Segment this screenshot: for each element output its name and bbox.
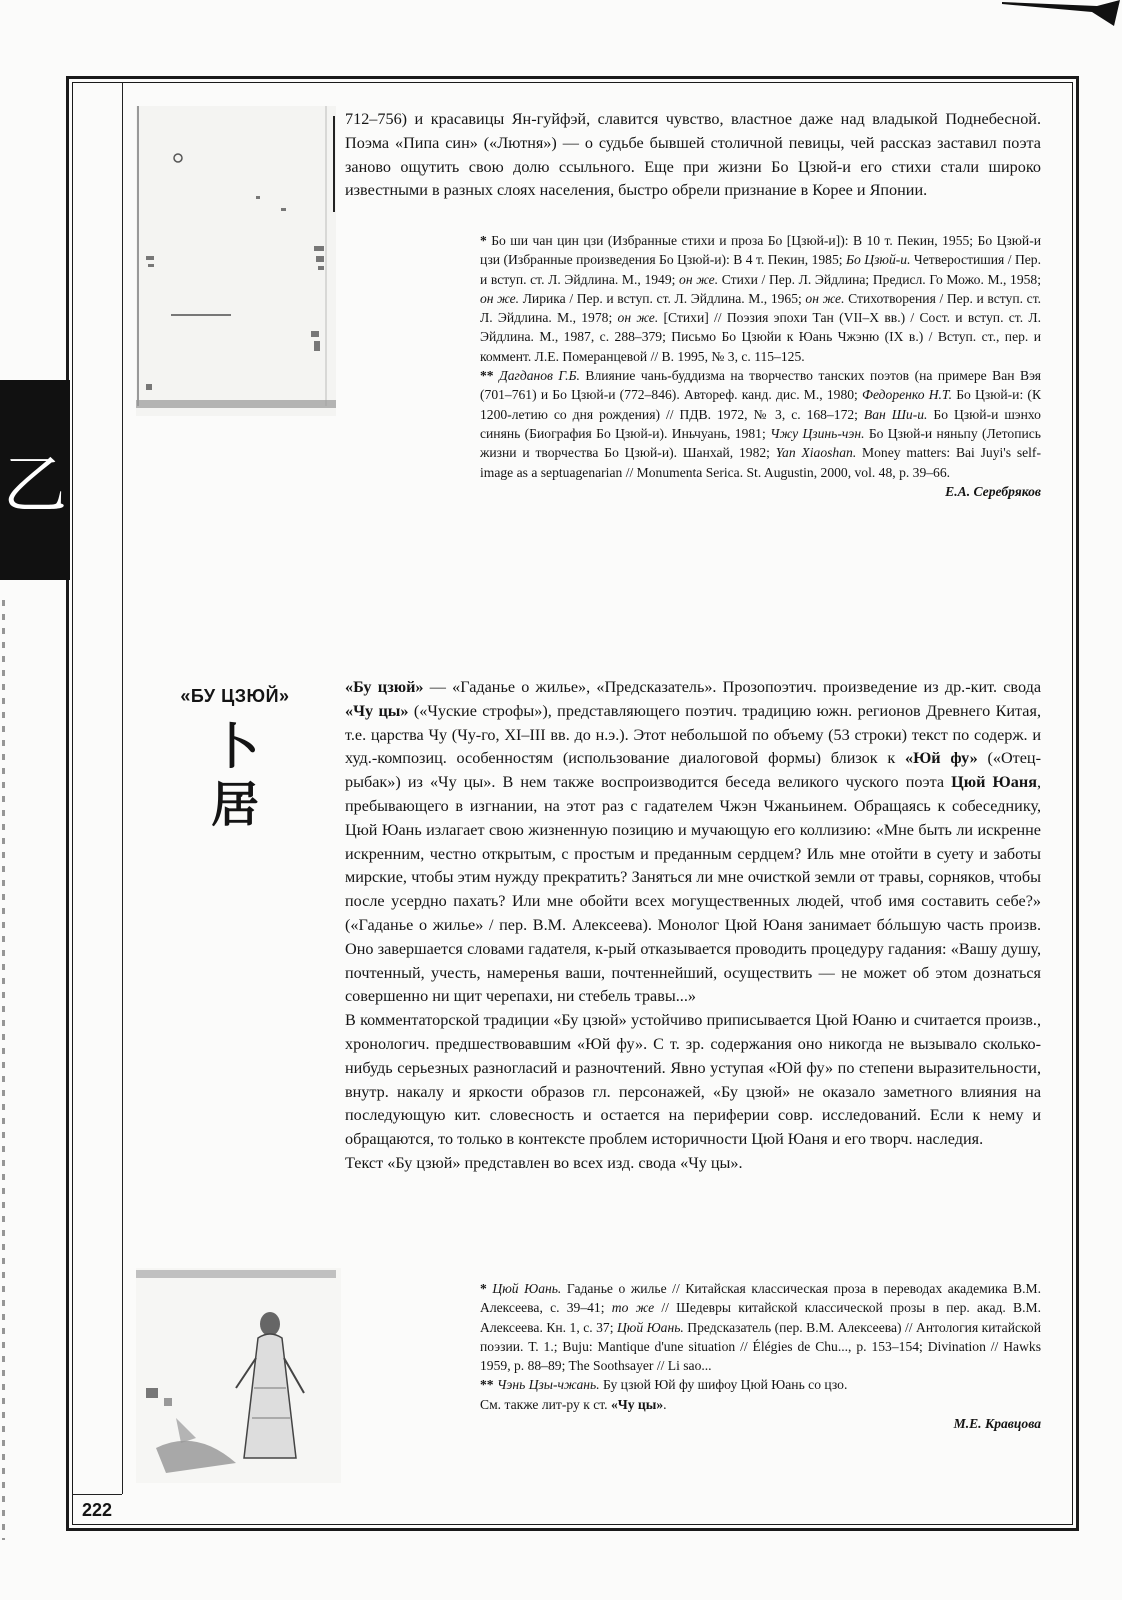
entry-secondary-sources: ** Чэнь Цзы-чжань. Бу цзюй Юй фу шифоу Цюй Юань со цзо.	[480, 1377, 848, 1393]
entry-hanzi	[190, 718, 280, 834]
section-tab-glyph: 乙	[3, 449, 67, 523]
entry-author: М.Е. Кравцова	[953, 1416, 1041, 1432]
scan-edge-artifact	[2, 600, 5, 1540]
page-corner-mark	[1002, 0, 1122, 28]
entry-paragraph-3: Текст «Бу цзюй» представлен во всех изд. свода «Чу цы».	[345, 1153, 743, 1172]
figure-illustration	[136, 1268, 341, 1483]
entry-paragraph-1: «Бу цзюй» — «Гаданье о жилье», «Предсказатель». Прозопоэтич. произведение из др.-кит. свода «Чу цы» («Чуские строфы»), представляющего поэтич. традицию южн. регионов Древнего Китая, т.е. царства Чу (Чу-го, XI–III вв. до н.э.). Этот небольшой по объему (53 строки) текст по содерж. и худ.-композиц. особенностям (использование диалоговой формы) близок к «Юй фу» («Отец-рыбак») из «Чу цы». В нем также воспроизводится беседа великого чуского поэта Цюй Юаня, пребывающего в изгнании, на этот раз с гадателем Чжэн Чжаньинем. Обращаясь к собеседнику, Цюй Юань излагает свою жизненную позицию и мучающую его коллизию: «Мне быть ли искренне искренним, честно открытым, с простым и преданным сердцем? Иль мне отойти в суету и заботы мирские, чтобы этим нужду прекратить? Заняться ли мне очисткой земли от травы, сорняков, чтобы после усердно пахать? Или мне обойти всех могущественных людей, чтоб имя составить себе?» («Гаданье о жилье» / пер. В.М. Алексеева). Монолог Цюй Юаня занимает бóльшую часть произв. Оно завершается словами гадателя, к-рый отказывается проводить процедуру гадания: «Вашу душу, почтенный, учесть, намеренья ваши, почтеннейший, осуществить — не может об этом дознаться совершенно ни щит черепахи, ни стебель травы...»	[345, 678, 1042, 1006]
top-secondary-sources: ** Дагданов Г.Б. Влияние чань-буддизма на творчество танских поэтов (на примере Ван Вэя (701–761) и Бо Цзюй-и (772–846). Автореф. канд. дис. М., 1980; Федоренко Н.Т. Бо Цзюй-и: (К 1200-летию со дня рождения) // ПДВ. 1972, № 3, с. 168–172; Ван Ши-и. Бо Цзюй-и шэнхо синянь (Биография Бо Цзюй-и). Иньчуань, 1981; Чжу Цзинь-чэн. Бо Цзюй-и няньпу (Летопись жизни и творчества Бо Цзюй-и). Шанхай, 1982; Yan Xiaoshan. Money matters: Bai Juyi's self-image as a septuagenarian // Monumenta Serica. St. Augustin, 2000, vol. 48, p. 39–66.	[480, 368, 1042, 480]
scroll-illustration	[136, 106, 336, 416]
entry-paragraph-2: В комментаторской традиции «Бу цзюй» устойчиво приписывается Цюй Юаню и считается произв., хронологич. предшествовавшим «Юй фу». С т. зр. содержания оно никогда не вызывало сколько-нибудь серьезных разногласий и разночтений. Явно уступая «Юй фу» по степени выразительности, внутр. накалу и яркости образов гл. персонажей, «Бу цзюй» не оказало заметного влияния на последующую кит. словесность и остается на периферии совр. исследований. Если к нему и обращаются, то только в контексте проблем историчности Цюй Юаня и его творч. наследия.	[345, 1011, 1041, 1149]
top-primary-sources: * Бо ши чан цин цзи (Избранные стихи и проза Бо [Цзюй-и]): В 10 т. Пекин, 1955; Бо Цзюй-и цзи (Избранные произведения Бо Цзюй-и): В 4 т. Пекин, 1985; Бо Цзюй-и. Четверостишия / Пер. и вступ. ст. Л. Эйдлина. М., 1949; он же. Стихи / Пер. Л. Эйдлина; Предисл. Го Можо. М., 1958; он же. Лирика / Пер. и вступ. ст. Л. Эйдлина. М., 1965; он же. Стихотворения / Пер. и вступ. ст. Л. Эйдлина. М., 1978; он же. [Стихи] // Поэзия эпохи Тан (VII–X вв.) / Сост. и вступ. ст. Л. Эйдлина. М., 1987, с. 288–379; Письмо Бо Цзюйи к Юань Чжэню (IX в.) / Вступ. ст., пер. и коммент. Л.Е. Померанцевой // В. 1995, № 3, с. 115–125.	[480, 233, 1042, 364]
margin-rule	[122, 82, 123, 1494]
entry-hanzi-1: 卜	[210, 719, 259, 775]
entry-body	[345, 676, 1041, 1176]
see-also-link[interactable]: «Чу цы»	[610, 1396, 664, 1412]
page-number: 222	[72, 1494, 122, 1525]
entry-title: «БУ ЦЗЮЙ»	[180, 686, 290, 706]
entry-see-also: См. также лит-ру к ст. «Чу цы».	[480, 1396, 667, 1412]
top-author: Е.А. Серебряков	[945, 483, 1041, 499]
entry-hanzi-2: 居	[210, 777, 259, 833]
entry-primary-sources: * Цюй Юань. Гаданье о жилье // Китайская классическая проза в переводах академика В.М. Алексеева, с. 39–41; то же // Шедевры китайской классической прозы в пер. акад. В.М. Алексеева. Кн. 1, с. 37; Цюй Юань. Предсказатель (пер. В.М. Алексеева) // Антология китайской поэзии. Т. 1.; Buju: Mantique d'une situation // Élégies de Chu..., p. 153–154; Divination // Hawks 1959, p. 88–89; The Soothsayer // Li sao...	[480, 1281, 1041, 1374]
entry-references	[480, 1279, 1041, 1433]
top-paragraph: 712–756) и красавицы Ян-гуйфэй, славится чувство, властное даже над владыкой Поднебесной. Поэма «Пипа син» («Лютня») — о судьбе бывшей столичной певицы, чей рассказ заставил поэта заново ощутить свою долю ссыльного. Еще при жизни Бо Цзюй-и его стихи стали широко известными в разных слоях населения, быстро обрели признание в Корее и Японии.	[345, 110, 1041, 200]
top-references	[480, 231, 1041, 501]
top-paragraph-bar	[333, 116, 335, 212]
section-tab	[0, 380, 70, 580]
